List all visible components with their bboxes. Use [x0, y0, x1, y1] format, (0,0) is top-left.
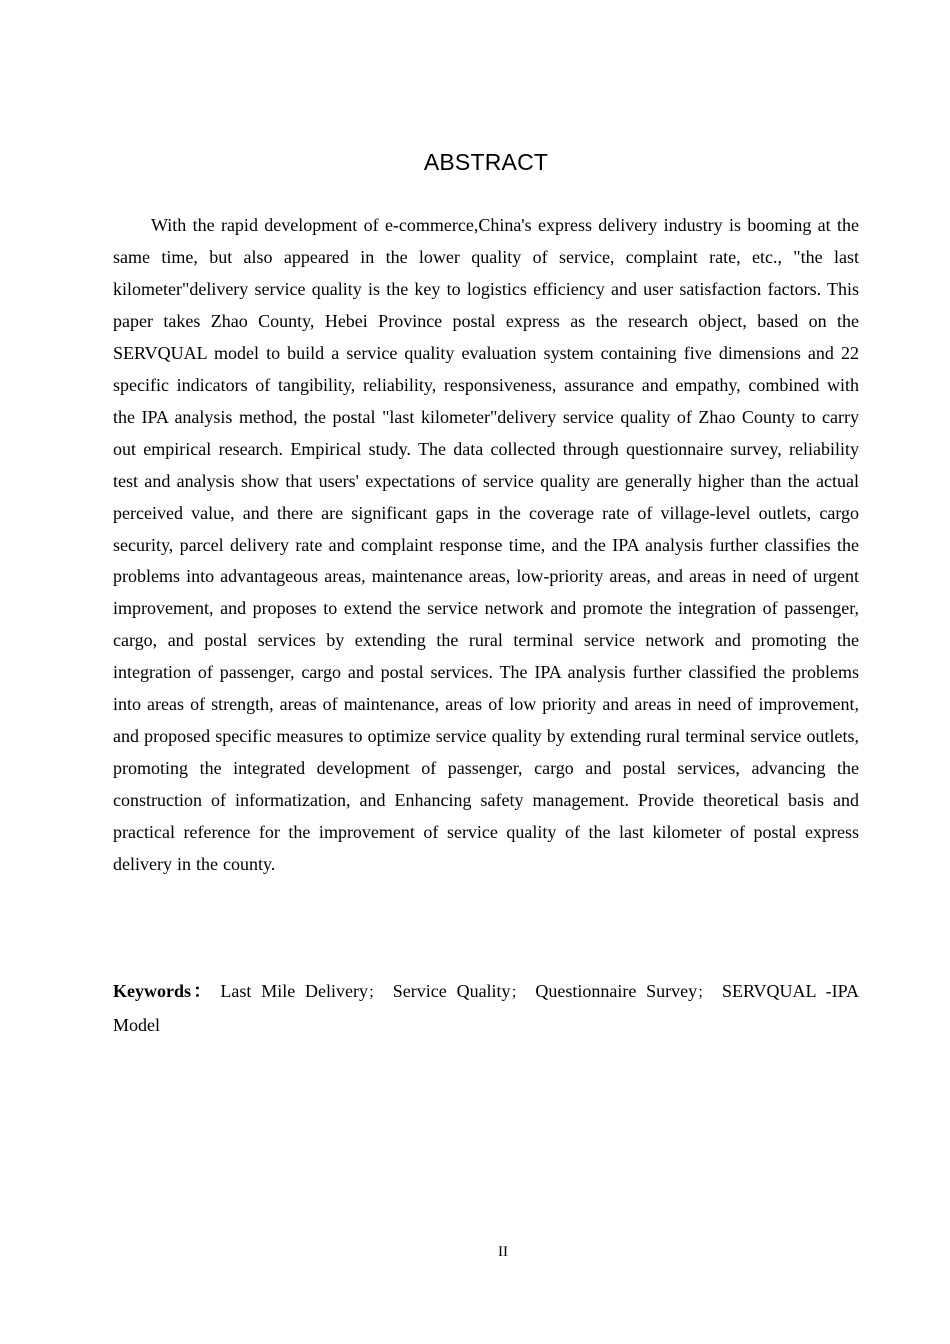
keyword-item: SERVQUAL -IPA Model: [113, 981, 860, 1035]
keyword-separator: ；: [367, 985, 383, 1001]
keyword-separator: ；: [697, 985, 713, 1001]
keyword-item: Last Mile Delivery: [220, 981, 368, 1001]
abstract-title: ABSTRACT: [423, 149, 549, 175]
keywords-line: [113, 976, 859, 1042]
keyword-separator: ；: [510, 985, 526, 1001]
keyword-item: Questionnaire Survey: [535, 981, 698, 1001]
abstract-body: With the rapid development of e-commerce,China's express delivery industry is booming at the same time, but also appeared in the lower quality of service, complaint rate, etc., "the last kilometer"delivery service quality is the key to logistics efficiency and user satisfaction factors. This paper takes Zhao County, Hebei Province postal express as the research object, based on the SERVQUAL model to build a service quality evaluation system containing five dimensions and 22 specific indicators of tangibility, reliability, responsiveness, assurance and empathy, combined with the IPA analysis method, the postal "last kilometer"delivery service quality of Zhao County to carry out empirical research. Empirical study. The data collected through questionnaire survey, reliability test and analysis show that users' expectations of service quality are generally higher than the actual perceived value, and there are significant gaps in the coverage rate of village-level outlets, cargo security, parcel delivery rate and complaint response time, and the IPA analysis further classifies the problems into advantageous areas, maintenance areas, low-priority areas, and areas in need of urgent improvement, and proposes to extend the service network and promote the integration of passenger, cargo, and postal services by extending the rural terminal service network and promoting the integration of passenger, cargo and postal services. The IPA analysis further classified the problems into areas of strength, areas of maintenance, areas of low priority and areas in need of improvement, and proposed specific measures to optimize service quality by extending rural terminal service outlets, promoting the integrated development of passenger, cargo and postal services, advancing the construction of informatization, and Enhancing safety management. Provide theoretical basis and practical reference for the improvement of service quality of the last kilometer of postal express delivery in the county.: [113, 215, 859, 875]
keywords-label: Keywords：: [113, 981, 214, 1001]
keyword-item: Service Quality: [392, 981, 511, 1001]
page-number: II: [498, 1244, 508, 1260]
